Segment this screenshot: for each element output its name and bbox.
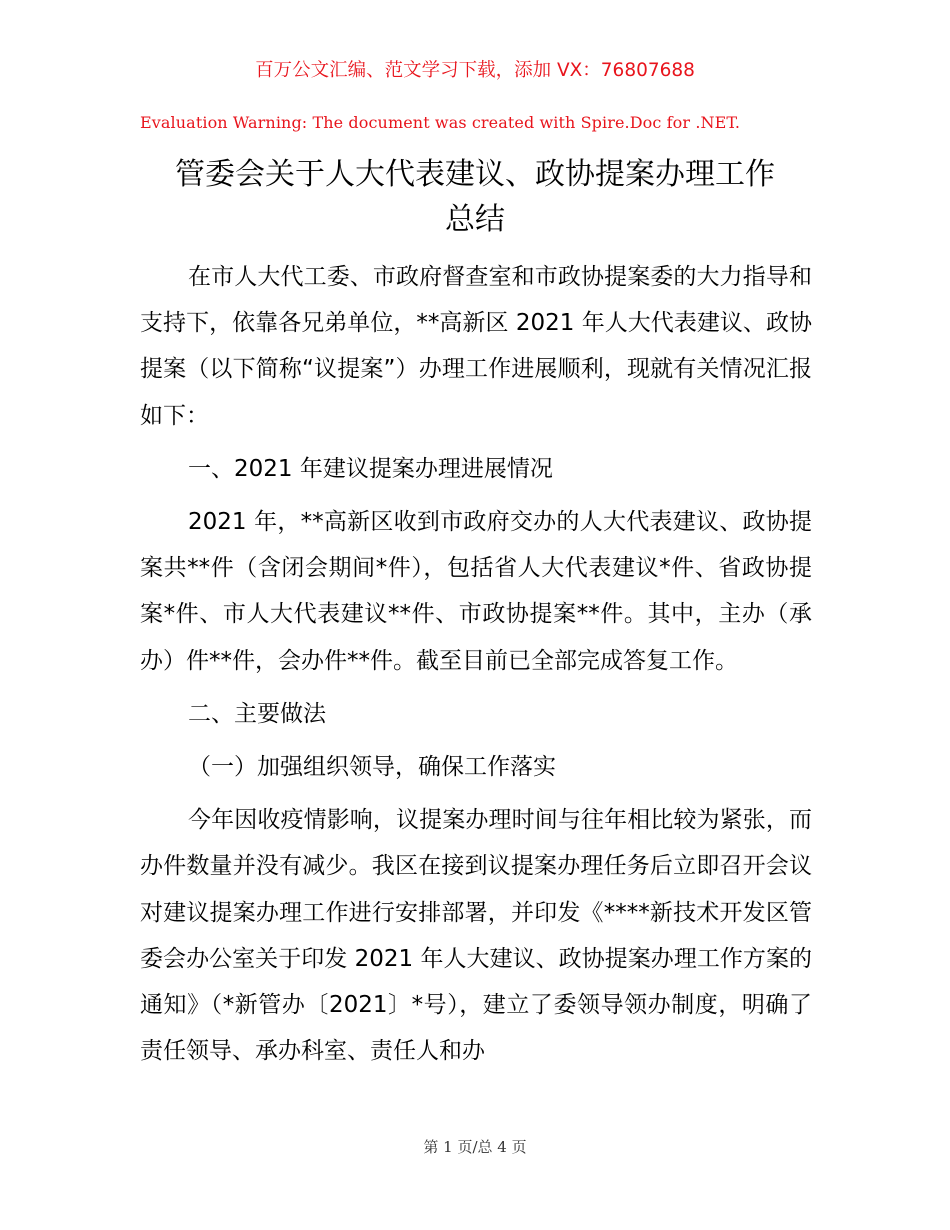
document-title: [140, 152, 810, 242]
promo-banner: 百万公文汇编、范文学习下载，添加 VX：76807688: [255, 60, 695, 81]
organization-paragraph: 今年因收疫情影响，议提案办理时间与往年相比较为紧张，而办件数量并没有减少。我区在接到议提案办理任务后立即召开会议对建议提案办理工作进行安排部署，并印发《****新技术开发区管委会办公室关于印发 2021 年人大建议、政协提案办理工作方案的通知》（*新管办〔2021〕*号），建立了委领导领办制度，明确了责任领导、承办科室、责任人和办: [140, 807, 812, 1065]
evaluation-warning: Evaluation Warning: The document was created with Spire.Doc for .NET.: [140, 113, 741, 132]
intro-paragraph: 在市人大代工委、市政府督查室和市政协提案委的大力指导和支持下，依靠各兄弟单位，**高新区 2021 年人大代表建议、政协提案（以下简称“议提案”）办理工作进展顺利，现就有关情况汇报如下：: [140, 264, 812, 429]
title-line-1: 管委会关于人大代表建议、政协提案办理工作: [175, 157, 775, 192]
title-line-2: 总结: [445, 202, 505, 237]
subsection-heading-1: （一）加强组织领导，确保工作落实: [188, 754, 556, 781]
page-indicator: 第 1 页/总 4 页: [423, 1138, 527, 1156]
section-heading-1: 一、2021 年建议提案办理进展情况: [188, 455, 553, 482]
progress-paragraph: 2021 年，**高新区收到市政府交办的人大代表建议、政协提案共**件（含闭会期间*件），包括省人大代表建议*件、省政协提案*件、市人大代表建议**件、市政协提案**件。其中，主办（承办）件**件，会办件**件。截至目前已全部完成答复工作。: [140, 509, 812, 674]
section-heading-2: 二、主要做法: [188, 700, 326, 727]
document-body: [140, 254, 812, 1081]
